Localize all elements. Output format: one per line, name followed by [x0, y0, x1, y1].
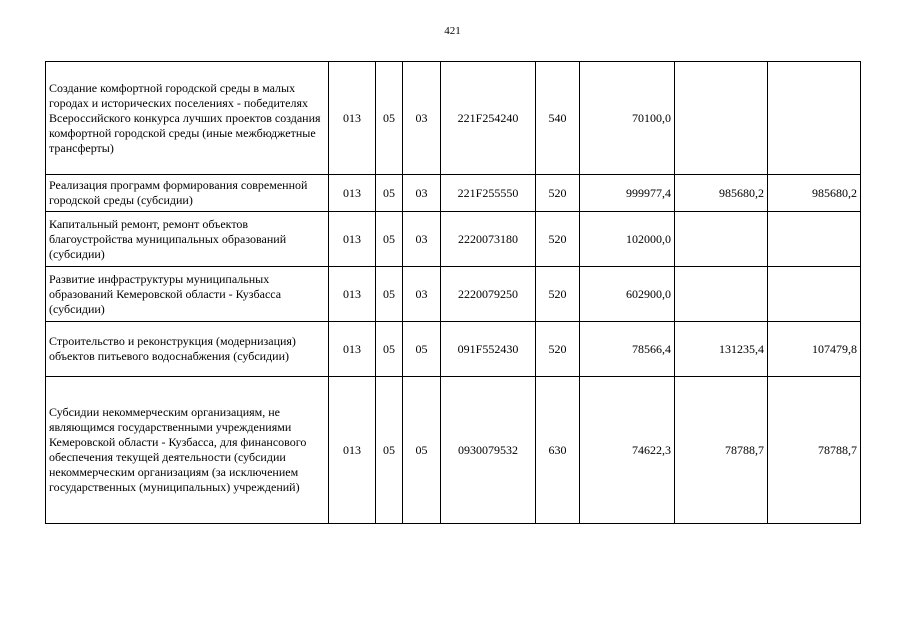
row-name-cell: Строительство и реконструкция (модернизация) объектов питьевого водоснабжения (субсидии) — [46, 322, 329, 377]
table-row — [46, 175, 861, 212]
ministry-code-cell: 013 — [329, 267, 376, 322]
amount-year3-cell — [768, 267, 861, 322]
amount-year1-cell: 74622,3 — [580, 377, 675, 524]
section-code-cell: 05 — [376, 175, 403, 212]
target-article-cell: 2220079250 — [441, 267, 536, 322]
amount-year2-cell: 985680,2 — [675, 175, 768, 212]
row-name-cell: Субсидии некоммерческим организациям, не являющимся государственными учреждениями Кемеровской области - Кузбасса, для финансового обеспечения текущей деятельности (субсидии некоммерческим организациям (за исключением государственных (муниципальных) учреждений) — [46, 377, 329, 524]
expense-type-cell: 540 — [536, 62, 580, 175]
amount-year3-cell — [768, 212, 861, 267]
amount-year2-cell — [675, 212, 768, 267]
amount-year2-cell: 131235,4 — [675, 322, 768, 377]
expense-type-cell: 520 — [536, 267, 580, 322]
expense-type-cell: 630 — [536, 377, 580, 524]
subsection-code-cell: 03 — [403, 212, 441, 267]
amount-year1-cell: 602900,0 — [580, 267, 675, 322]
section-code-cell: 05 — [376, 62, 403, 175]
table-row — [46, 62, 861, 175]
table-row — [46, 322, 861, 377]
amount-year3-cell: 78788,7 — [768, 377, 861, 524]
target-article-cell: 0930079532 — [441, 377, 536, 524]
amount-year3-cell — [768, 62, 861, 175]
amount-year2-cell — [675, 267, 768, 322]
row-name-cell: Создание комфортной городской среды в малых городах и исторических поселениях - победителях Всероссийского конкурса лучших проектов создания комфортной городской среды (иные межбюджетные трансферты) — [46, 62, 329, 175]
target-article-cell: 2220073180 — [441, 212, 536, 267]
budget-table — [45, 61, 861, 524]
ministry-code-cell: 013 — [329, 377, 376, 524]
page-number: 421 — [444, 25, 461, 37]
section-code-cell: 05 — [376, 267, 403, 322]
amount-year3-cell: 985680,2 — [768, 175, 861, 212]
amount-year3-cell: 107479,8 — [768, 322, 861, 377]
expense-type-cell: 520 — [536, 322, 580, 377]
amount-year1-cell: 78566,4 — [580, 322, 675, 377]
target-article-cell: 221F255550 — [441, 175, 536, 212]
ministry-code-cell: 013 — [329, 175, 376, 212]
table-row — [46, 267, 861, 322]
amount-year1-cell: 70100,0 — [580, 62, 675, 175]
target-article-cell: 091F552430 — [441, 322, 536, 377]
subsection-code-cell: 03 — [403, 175, 441, 212]
row-name-cell: Развитие инфраструктуры муниципальных образований Кемеровской области - Кузбасса (субсидии) — [46, 267, 329, 322]
subsection-code-cell: 03 — [403, 267, 441, 322]
amount-year2-cell — [675, 62, 768, 175]
table-row — [46, 212, 861, 267]
section-code-cell: 05 — [376, 377, 403, 524]
amount-year1-cell: 999977,4 — [580, 175, 675, 212]
section-code-cell: 05 — [376, 322, 403, 377]
expense-type-cell: 520 — [536, 175, 580, 212]
section-code-cell: 05 — [376, 212, 403, 267]
subsection-code-cell: 05 — [403, 322, 441, 377]
ministry-code-cell: 013 — [329, 62, 376, 175]
row-name-cell: Капитальный ремонт, ремонт объектов благоустройства муниципальных образований (субсидии) — [46, 212, 329, 267]
amount-year2-cell: 78788,7 — [675, 377, 768, 524]
row-name-cell: Реализация программ формирования современной городской среды (субсидии) — [46, 175, 329, 212]
table-row — [46, 377, 861, 524]
subsection-code-cell: 03 — [403, 62, 441, 175]
ministry-code-cell: 013 — [329, 212, 376, 267]
amount-year1-cell: 102000,0 — [580, 212, 675, 267]
target-article-cell: 221F254240 — [441, 62, 536, 175]
subsection-code-cell: 05 — [403, 377, 441, 524]
ministry-code-cell: 013 — [329, 322, 376, 377]
expense-type-cell: 520 — [536, 212, 580, 267]
